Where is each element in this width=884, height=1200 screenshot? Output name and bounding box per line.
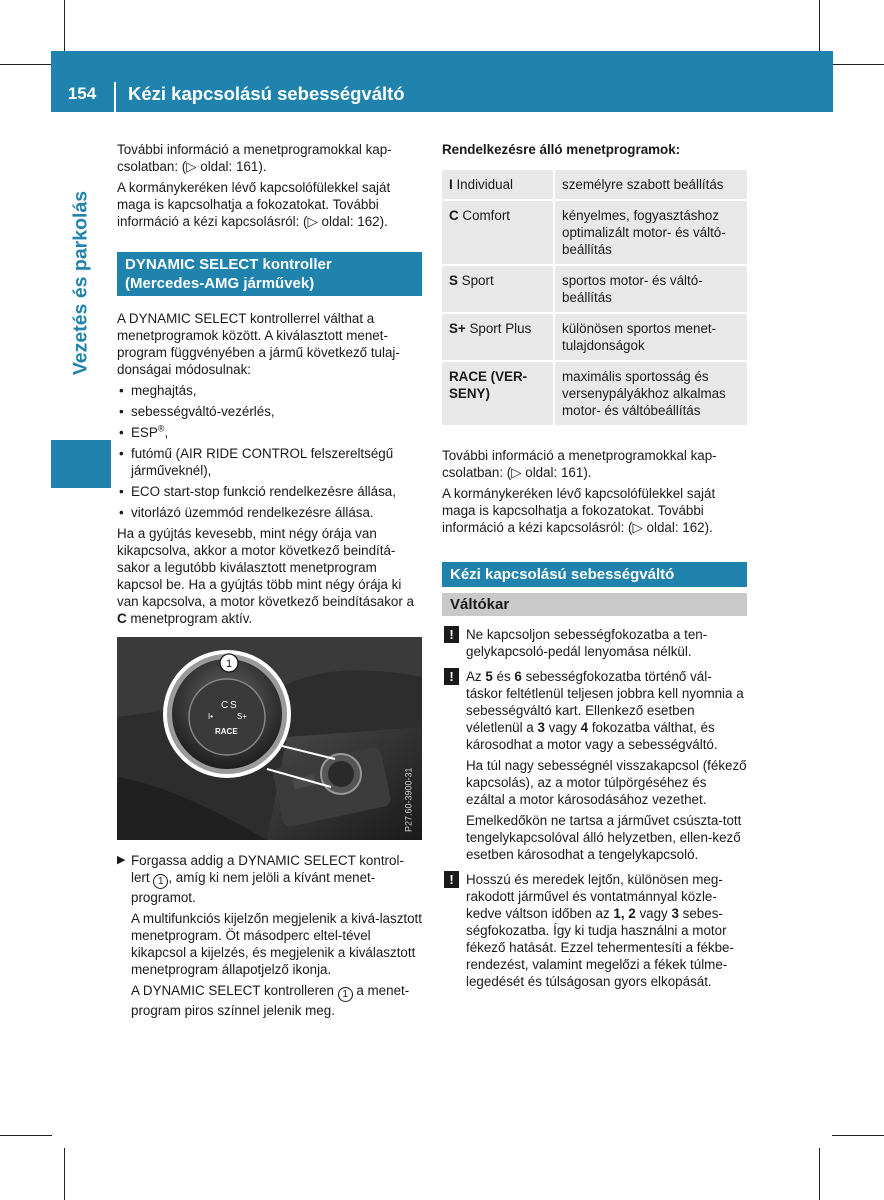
table-row [442, 265, 747, 313]
crop-mark [64, 1148, 65, 1200]
list-item: • vitorlázó üzemmód rendelkezésre állása. [117, 504, 422, 521]
registered-mark: ® [157, 423, 165, 434]
knob-label-splus: S+ [237, 712, 248, 721]
drive-modes-table [442, 168, 747, 427]
paragraph: További információ a menetprogramokkal kap-csolatban: (▷ oldal: 161). [442, 448, 717, 480]
sub-heading: Váltókar [442, 593, 747, 616]
paragraph: A kormánykeréken lévő kapcsolófülekkel saját maga is kapcsolhatja a fokozatokat. További információ a kézi kapcsolásról: (▷ oldal: 162). [442, 486, 716, 535]
table-row [442, 200, 747, 265]
crop-mark [832, 1135, 884, 1136]
table-title: Rendelkezésre álló menetprogramok: [442, 142, 681, 157]
knob-label-s: S [230, 700, 237, 711]
paragraph: Forgassa addig a DYNAMIC SELECT kontrol-lert 1 , amíg ki nem jelöli a kívánt menet-programot. [131, 853, 404, 905]
list-item: • ESP®, [117, 424, 422, 441]
right-column [442, 141, 747, 998]
warning-icon: ! [444, 668, 459, 685]
paragraph: Hosszú és meredek lejtőn, különösen meg-rakodott járművel és vontatmánnyal közle-kedve váltson időben az 1, 2 vagy 3 sebes-ségfokozatba. Így ki tudja használni a motor fékező hatását. Ezzel tehermentesíti a fékbe-rendezést, valamint megelőzi a fékek túlme-legedését és túlságosan gyors elkopását. [466, 872, 734, 989]
mode-description: maximális sportosság és versenypályákhoz alkalmas motor- és váltóbeállítás [554, 361, 747, 426]
callout-number: 1 [226, 658, 233, 670]
mode-name: RACE (VER-SENY) [442, 361, 554, 426]
page-number: 154 [67, 84, 97, 103]
knob-label-c: C [221, 700, 229, 711]
callout-marker: 1 [153, 874, 168, 889]
warning-note [442, 871, 747, 990]
mode-name: S Sport [442, 265, 554, 313]
list-item: • meghajtás, [117, 382, 422, 399]
instruction-step [117, 852, 422, 1019]
dynamic-select-figure [117, 637, 422, 840]
mode-name: C Comfort [442, 200, 554, 265]
mode-name: S+ Sport Plus [442, 313, 554, 361]
crop-mark [832, 64, 884, 65]
crop-mark [0, 1135, 52, 1136]
page-title: Kézi kapcsolású sebességváltó [128, 83, 405, 104]
paragraph: Emelkedőkön ne tartsa a járművet csúszta-tott tengelykapcsolóval álló helyzetben, ellen-kező esetben károsodhat a tengelykapcsoló. [466, 813, 742, 862]
mode-name: I Individual [442, 169, 554, 200]
mode-description: különösen sportos menet-tulajdonságok [554, 313, 747, 361]
crop-mark [64, 0, 65, 52]
section-heading: DYNAMIC SELECT kontroller (Mercedes-AMG járművek) [117, 252, 422, 296]
mode-description: személyre szabott beállítás [554, 169, 747, 200]
controller-illustration [117, 637, 422, 840]
header-divider [114, 82, 116, 112]
warning-icon: ! [444, 626, 459, 643]
list-item: • futómű (AIR RIDE CONTROL felszereltségű járműveknél), [117, 445, 422, 479]
arrow-icon: ▶ [117, 854, 126, 866]
mode-description: sportos motor- és váltó-beállítás [554, 265, 747, 313]
figure-code: P27.60-3900-31 [404, 767, 414, 832]
list-item: • ECO start-stop funkció rendelkezésre állása, [117, 483, 422, 500]
crop-mark [819, 1148, 820, 1200]
warning-note [442, 668, 747, 863]
mode-description: kényelmes, fogyasztáshoz optimalizált motor- és váltó-beállítás [554, 200, 747, 265]
side-tab [51, 128, 111, 438]
paragraph: A DYNAMIC SELECT kontrolleren 1 a menet-program piros színnel jelenik meg. [131, 983, 410, 1018]
knob-label-i: I• [208, 712, 214, 721]
bullet-list [117, 382, 422, 521]
paragraph: További információ a menetprogramokkal kap-csolatban: (▷ oldal: 161). [117, 142, 392, 174]
paragraph: Ha a gyújtás kevesebb, mint négy órája van kikapcsolva, akkor a motor következő beindítá-sakor a legutóbb kiválasztott menetprogram kapcsol be. Ha a gyújtás több mint négy órája ki van kapcsolva, a motor következő beindításakor a C menetprogram aktív. [117, 526, 414, 626]
left-column [117, 141, 422, 1023]
section-heading: Kézi kapcsolású sebességváltó [442, 562, 747, 587]
warning-note [442, 626, 747, 660]
side-tab-marker [51, 440, 111, 488]
paragraph: A kormánykeréken lévő kapcsolófülekkel saját maga is kapcsolhatja a fokozatokat. További információ a kézi kapcsolásról: (▷ oldal: 162). [117, 180, 391, 229]
callout-marker: 1 [338, 987, 353, 1002]
paragraph: Ne kapcsoljon sebességfokozatba a ten-gelykapcsoló-pedál lenyomása nélkül. [466, 627, 708, 659]
side-tab-label: Vezetés és parkolás [69, 190, 92, 376]
warning-icon: ! [444, 871, 459, 888]
crop-mark [0, 64, 52, 65]
table-row [442, 313, 747, 361]
knob-label-race: RACE [215, 727, 238, 736]
paragraph: A DYNAMIC SELECT kontrollerrel válthat a menetprogramok között. A kiválasztott menet-program függvényében a jármű következő tulaj-donságai módosulnak: [117, 311, 400, 377]
paragraph: Ha túl nagy sebességnél visszakapcsol (fékező kapcsolás), az a motor túlpörgéséhez és ezáltal a motor károsodásához vezethet. [466, 758, 747, 807]
crop-mark [819, 0, 820, 52]
list-item: • sebességváltó-vezérlés, [117, 403, 422, 420]
table-row [442, 169, 747, 200]
paragraph: Az 5 és 6 sebességfokozatba történő vál-táskor feltétlenül teljesen jobbra kell nyomnia a sebességváltó kart. Ellenkező esetben véletlenül a 3 vagy 4 fokozatba válthat, és károsodhat a motor vagy a sebességváltó. [466, 669, 744, 752]
paragraph: A multifunkciós kijelzőn megjelenik a kivá-lasztott menetprogram. Öt másodperc eltel-tével kikapcsol a kijelzés, és megjelenik a kiválasztott menetprogram állapotjelző ikonja. [131, 911, 422, 977]
table-row [442, 361, 747, 426]
